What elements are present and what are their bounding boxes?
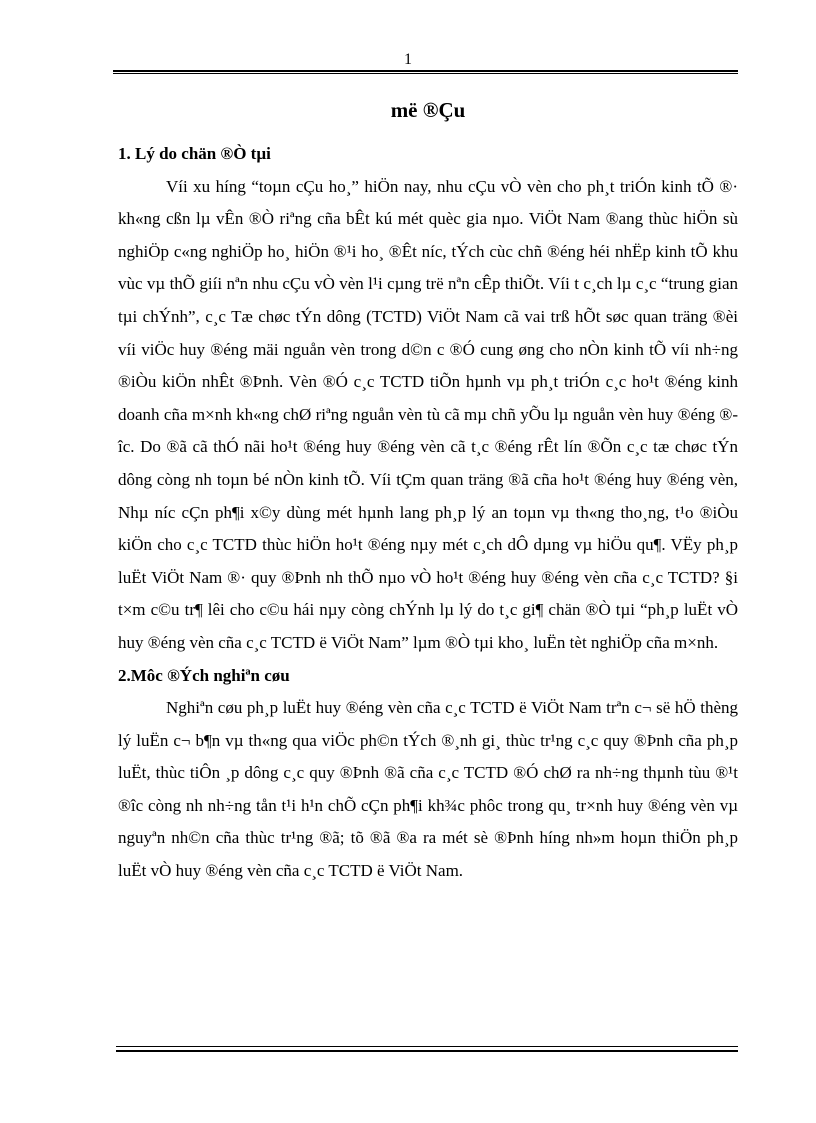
section-paragraph-purpose: Nghiªn cøu ph¸p luËt huy ®éng vèn cña c¸c TCTD ë ViÖt Nam trªn c¬ së hÖ thèng lý luËn c¬ b¶n vµ th«ng qua viÖc ph©n tÝch ®¸nh gi¸ thùc tr¹ng c¸c quy ®Þnh cña ph¸p luËt, thùc tiÔn ¸p dông c¸c quy ®Þnh ®ã cña c¸c TCTD ®Ó chØ ra nh÷ng thµnh tùu ®¹t ®îc còng nh nh÷ng tån t¹i h¹n chÕ cÇn ph¶i kh¾c phôc trong qu¸ tr×nh huy ®éng vèn vµ nguyªn nh©n cña thùc tr¹ng ®ã; tõ ®ã ®a ra mét sè ®Þnh híng nh»m hoµn thiÖn ph¸p luËt vÒ huy ®éng vèn cña c¸c TCTD ë ViÖt Nam. [118,698,738,881]
document-body [118,96,738,888]
section-paragraph-reason: Víi xu híng “toµn cÇu ho¸” hiÖn nay, nhu cÇu vÒ vèn cho ph¸t triÓn kinh tÕ ®· kh«ng cßn lµ vÊn ®Ò riªng cña bÊt kú mét quèc gia nµo. ViÖt Nam ®ang thùc hiÖn sù nghiÖp c«ng nghiÖp ho¸ hiÖn ®¹i ho¸ ®Êt níc, tÝch cùc chñ ®éng héi nhËp kinh tÕ khu vùc vµ thÕ giíi nªn nhu cÇu vÒ vèn l¹i cµng trë nªn cÊp thiÕt. Víi t c¸ch lµ c¸c “trung gian tµi chÝnh”, c¸c Tæ chøc tÝn dông (TCTD) ViÖt Nam cã vai trß hÕt søc quan träng ®èi víi viÖc huy ®éng mäi nguån vèn trong d©n c ®Ó cung øng cho nÒn kinh tÕ víi nh÷ng ®iÒu kiÖn nhÊt ®Þnh. Vèn ®Ó c¸c TCTD tiÕn hµnh vµ ph¸t triÓn c¸c ho¹t ®éng kinh doanh cña m×nh kh«ng chØ riªng nguån vèn tù cã mµ chñ yÕu lµ nguån vèn huy ®éng ®îc. Do ®ã cã thÓ nãi ho¹t ®éng huy ®éng vèn cã t¸c ®éng rÊt lín ®Õn c¸c tæ chøc tÝn dông còng nh toµn bé nÒn kinh tÕ. Víi tÇm quan träng ®ã cña ho¹t ®éng huy ®éng vèn, Nhµ níc cÇn ph¶i x©y dùng mét hµnh lang ph¸p lý an toµn vµ th«ng tho¸ng, t¹o ®iÒu kiÖn cho c¸c TCTD thùc hiÖn ho¹t ®éng nµy mét c¸ch dÔ dµng vµ hiÖu qu¶. VËy ph¸p luËt ViÖt Nam ®· quy ®Þnh nh thÕ nµo vÒ ho¹t ®éng huy ®éng vèn cña c¸c TCTD? §i t×m c©u tr¶ lêi cho c©u hái nµy còng chÝnh lµ lý do t¸c gi¶ chän ®Ò tµi “ph¸p luËt vÒ huy ®éng vèn cña c¸c TCTD ë ViÖt Nam” lµm ®Ò tµi kho¸ luËn tèt nghiÖp cña m×nh. [118,176,738,652]
footer-rule [116,1046,738,1052]
section-heading-purpose: 2.Môc ®Ých nghiªn cøu [118,665,290,685]
header-rule [113,70,738,74]
page-number: 1 [404,51,412,68]
section-heading-reason: 1. Lý do chän ®Ò tµi [118,144,271,163]
document-title: më ®Çu [390,98,466,122]
